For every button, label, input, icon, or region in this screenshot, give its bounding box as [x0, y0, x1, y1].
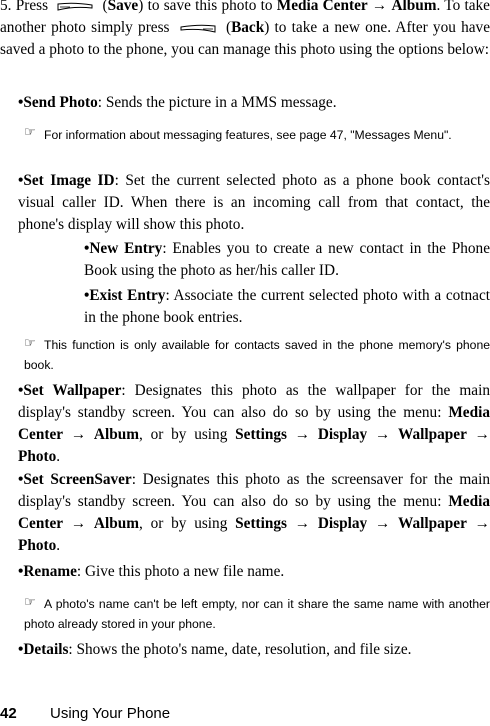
- option-label: Set ScreenSaver: [23, 471, 132, 488]
- sub-option-exist-entry: •Exist Entry: Associate the current selected photo with a cotnact in the phone book entries.: [84, 287, 490, 326]
- menu-media-center: Media Center: [276, 0, 368, 14]
- left-softkey-icon: [56, 1, 94, 11]
- menu-media-center: Media Center: [18, 404, 490, 443]
- menu-album: Album: [391, 0, 437, 14]
- note-hand-icon: ☞: [24, 595, 36, 610]
- menu-media-center: Media Center: [18, 493, 490, 532]
- menu-display: Display: [317, 515, 368, 532]
- menu-album: Album: [93, 515, 139, 532]
- option-label: Send Photo: [23, 94, 98, 111]
- menu-album: Album: [93, 426, 139, 443]
- option-text: : Designates this photo as the screensaver for the main display's standby screen. You can also do so by using the menu:: [18, 471, 490, 510]
- footer-title: Using Your Phone: [50, 705, 171, 722]
- step-text: . To take another photo simply press: [0, 0, 490, 36]
- menu-settings: Settings: [235, 515, 287, 532]
- arrow: →: [371, 0, 388, 14]
- option-rename: •Rename: Give this photo a new file name.: [18, 563, 285, 580]
- option-text: : Give this photo a new file name.: [76, 563, 285, 580]
- step-text: to save this photo to: [147, 0, 273, 14]
- sub-option-text: : Associate the current selected photo with a cotnact in the phone book entries.: [84, 287, 490, 326]
- sub-option-new-entry: •New Entry: Enables you to create a new contact in the Phone Book using the photo as her/his caller ID.: [84, 240, 490, 279]
- page-number: 42: [0, 705, 17, 722]
- option-label: Set Wallpaper: [23, 382, 122, 399]
- back-key-label: Back: [231, 19, 265, 36]
- sub-option-text: : Enables you to create a new contact in the Phone Book using the photo as her/his caller ID.: [84, 240, 490, 279]
- step-text: Press: [15, 0, 49, 14]
- menu-photo: Photo: [18, 537, 57, 554]
- option-label: Set Image ID: [23, 172, 115, 189]
- menu-wallpaper: Wallpaper: [398, 515, 467, 532]
- option-details: •Details: Shows the photo's name, date, resolution, and file size.: [18, 641, 412, 658]
- note-hand-icon: ☞: [24, 336, 36, 351]
- option-send-photo: •Send Photo: Sends the picture in a MMS message.: [18, 94, 337, 111]
- right-softkey-icon: [179, 23, 217, 33]
- sub-option-label: New Entry: [89, 240, 163, 257]
- note-hand-icon: ☞: [24, 125, 36, 140]
- step-text: to take a new one. After you have saved a photo to the phone, you can manage this photo using the options below:: [0, 19, 490, 58]
- option-label: Rename: [23, 563, 77, 580]
- option-text: : Sends the picture in a MMS message.: [97, 94, 337, 111]
- option-set-screensaver: •Set ScreenSaver: Designates this photo as the screensaver for the main display's standby screen. You can also do so by using the menu: Media Center → Album, or by using Settings → Display → Wallpaper → Photo.: [18, 471, 490, 554]
- menu-settings: Settings: [235, 426, 287, 443]
- option-label: Details: [23, 641, 69, 658]
- note-rename: A photo's name can't be left empty, nor can it share the same name with another photo already stored in your phone.: [24, 597, 490, 631]
- sub-option-label: Exist Entry: [89, 287, 166, 304]
- menu-photo: Photo: [18, 448, 57, 465]
- option-text: : Designates this photo as the wallpaper for the main display's standby screen. You can also do so by using the menu:: [18, 382, 490, 421]
- save-key-label: Save: [107, 0, 139, 14]
- step-number: 5.: [0, 0, 12, 14]
- menu-display: Display: [317, 426, 368, 443]
- option-text: : Shows the photo's name, date, resolution, and file size.: [68, 641, 412, 658]
- option-text: : Set the current selected photo as a phone book contact's visual caller ID. When there is an incoming call from that contact, the phone's display will show this photo.: [18, 172, 490, 233]
- step-5-paragraph: 5. Press (Save) to save this photo to Media Center → Album. To take another photo simply press (Back) to take a new one. After you have saved a photo to the phone, you can manage this photo using the options below:: [0, 0, 490, 61]
- note-messaging: For information about messaging features, see page 47, "Messages Menu".: [44, 128, 452, 142]
- option-set-wallpaper: •Set Wallpaper: Designates this photo as the wallpaper for the main display's standby screen. You can also do so by using the menu: Media Center → Album, or by using Settings → Display → Wallpaper → Photo.: [18, 382, 490, 465]
- option-set-image-id: •Set Image ID: Set the current selected photo as a phone book contact's visual caller ID. When there is an incoming call from that contact, the phone's display will show this photo.: [18, 172, 490, 233]
- note-phone-memory: This function is only available for contacts saved in the phone memory's phone book.: [24, 338, 490, 372]
- menu-wallpaper: Wallpaper: [398, 426, 467, 443]
